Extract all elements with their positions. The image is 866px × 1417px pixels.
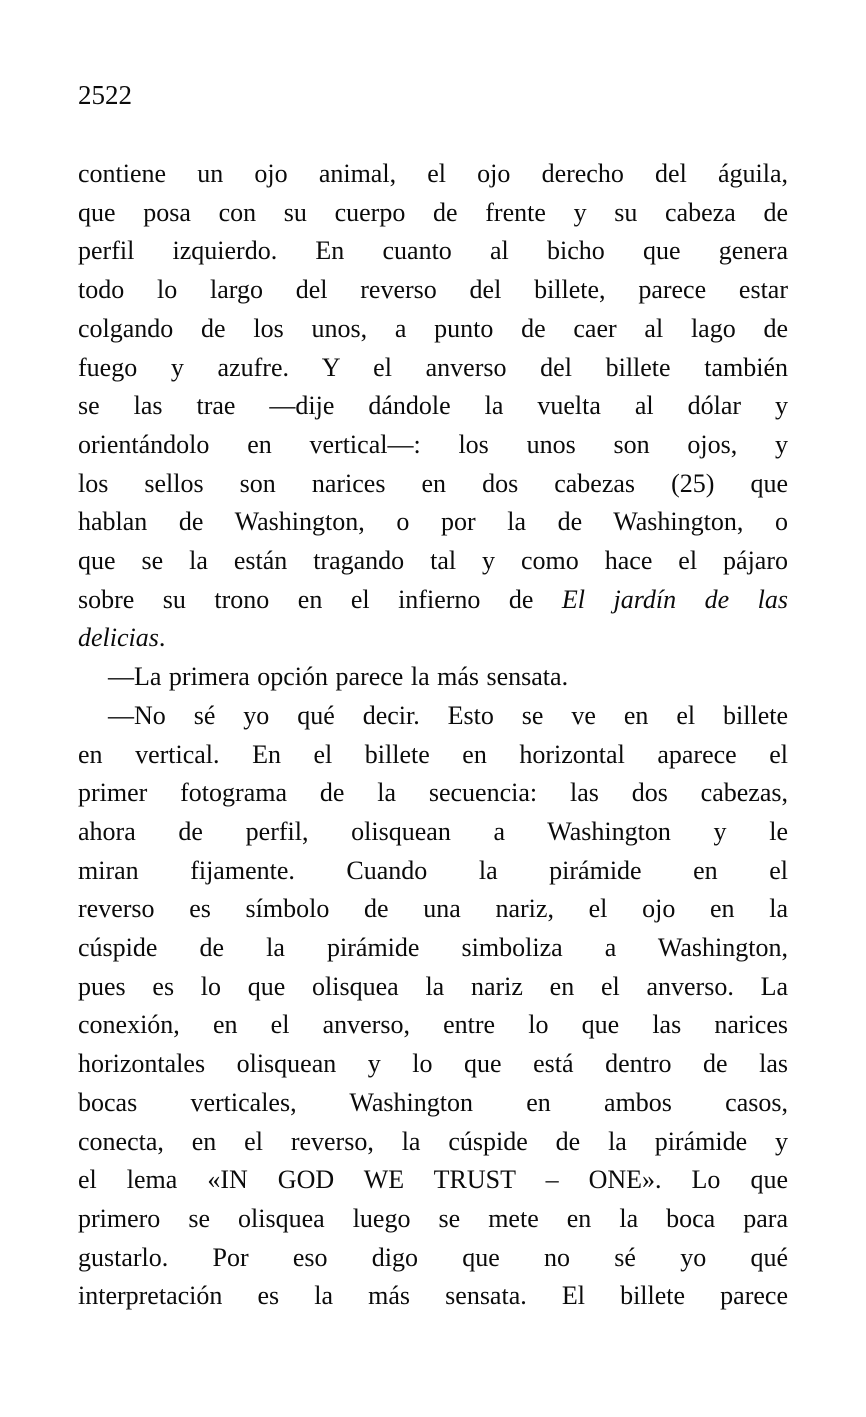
text-segment: los sellos son narices en dos cabezas (25) que — [78, 468, 788, 498]
text-line — [78, 929, 788, 968]
text-segment: colgando de los unos, a punto de caer al lago de — [78, 313, 788, 343]
text-line — [78, 968, 788, 1007]
text-segment: fuego y azufre. Y el anverso del billete también — [78, 352, 788, 382]
text-segment: se las trae —dije dándole la vuelta al dólar y — [78, 391, 788, 421]
text-segment: pues es lo que olisquea la nariz en el anverso. La — [78, 971, 788, 1001]
text-line — [78, 1277, 788, 1316]
text-line — [78, 1045, 788, 1084]
text-line — [78, 194, 788, 233]
text-segment: perfil izquierdo. En cuanto al bicho que genera — [78, 236, 788, 266]
text-line — [78, 465, 788, 504]
paragraph — [78, 658, 788, 697]
text-line — [78, 1084, 788, 1123]
text-line — [78, 426, 788, 465]
text-segment: —No sé yo qué decir. Esto se ve en el billete — [108, 700, 788, 730]
text-line — [78, 619, 788, 658]
text-segment: el lema «IN GOD WE TRUST – ONE». Lo que — [78, 1165, 788, 1195]
text-segment: —La primera opción parece la más sensata. — [108, 662, 569, 692]
text-line — [78, 232, 788, 271]
text-segment: orientándolo en vertical—: los unos son ojos, y — [78, 429, 788, 459]
text-segment: que posa con su cuerpo de frente y su cabeza de — [78, 197, 788, 227]
text-line — [78, 349, 788, 388]
text-segment: hablan de Washington, o por la de Washington, o — [78, 507, 788, 537]
text-line — [78, 736, 788, 775]
text-line — [78, 658, 788, 697]
text-segment: interpretación es la más sensata. El billete parece — [78, 1281, 788, 1311]
text-segment: ahora de perfil, olisquean a Washington y le — [78, 816, 788, 846]
page-number: 2522 — [78, 80, 132, 110]
text-line — [78, 155, 788, 194]
text-line — [78, 813, 788, 852]
text-segment: en vertical. En el billete en horizontal aparece el — [78, 739, 788, 769]
text-line — [78, 1006, 788, 1045]
text-line — [78, 581, 788, 620]
text-segment: bocas verticales, Washington en ambos casos, — [78, 1087, 788, 1117]
text-segment: conexión, en el anverso, entre lo que las narices — [78, 1010, 788, 1040]
text-segment: que se la están tragando tal y como hace el pájaro — [78, 546, 788, 576]
text-line — [78, 271, 788, 310]
text-segment: contiene un ojo animal, el ojo derecho del águila, — [78, 159, 788, 188]
text-segment: reverso es símbolo de una nariz, el ojo en la — [78, 894, 788, 924]
italic-text-segment: El jardín de las — [561, 584, 788, 614]
text-segment: . — [158, 623, 166, 653]
text-line — [78, 542, 788, 581]
text-line — [78, 1161, 788, 1200]
paragraph — [78, 155, 788, 658]
text-line — [78, 503, 788, 542]
text-segment: primer fotograma de la secuencia: las dos cabezas, — [78, 778, 788, 808]
text-segment: miran fijamente. Cuando la pirámide en el — [78, 855, 788, 885]
text-line — [78, 774, 788, 813]
text-segment: primero se olisquea luego se mete en la boca para — [78, 1203, 788, 1233]
text-segment: conecta, en el reverso, la cúspide de la pirámide y — [78, 1126, 788, 1156]
text-block — [78, 155, 788, 1316]
paragraph — [78, 697, 788, 1316]
text-segment: cúspide de la pirámide simboliza a Washington, — [78, 933, 788, 963]
text-line — [78, 1239, 788, 1278]
text-line — [78, 387, 788, 426]
text-line — [78, 890, 788, 929]
text-segment: gustarlo. Por eso digo que no sé yo qué — [78, 1242, 788, 1272]
text-segment: todo lo largo del reverso del billete, parece estar — [78, 275, 788, 305]
text-segment: horizontales olisquean y lo que está dentro de las — [78, 1049, 788, 1079]
text-segment: sobre su trono en el infierno de — [78, 584, 562, 614]
italic-text-segment: delicias — [78, 623, 159, 653]
text-line — [78, 310, 788, 349]
text-line — [78, 697, 788, 736]
text-line — [78, 852, 788, 891]
text-line — [78, 1123, 788, 1162]
text-line — [78, 1200, 788, 1239]
